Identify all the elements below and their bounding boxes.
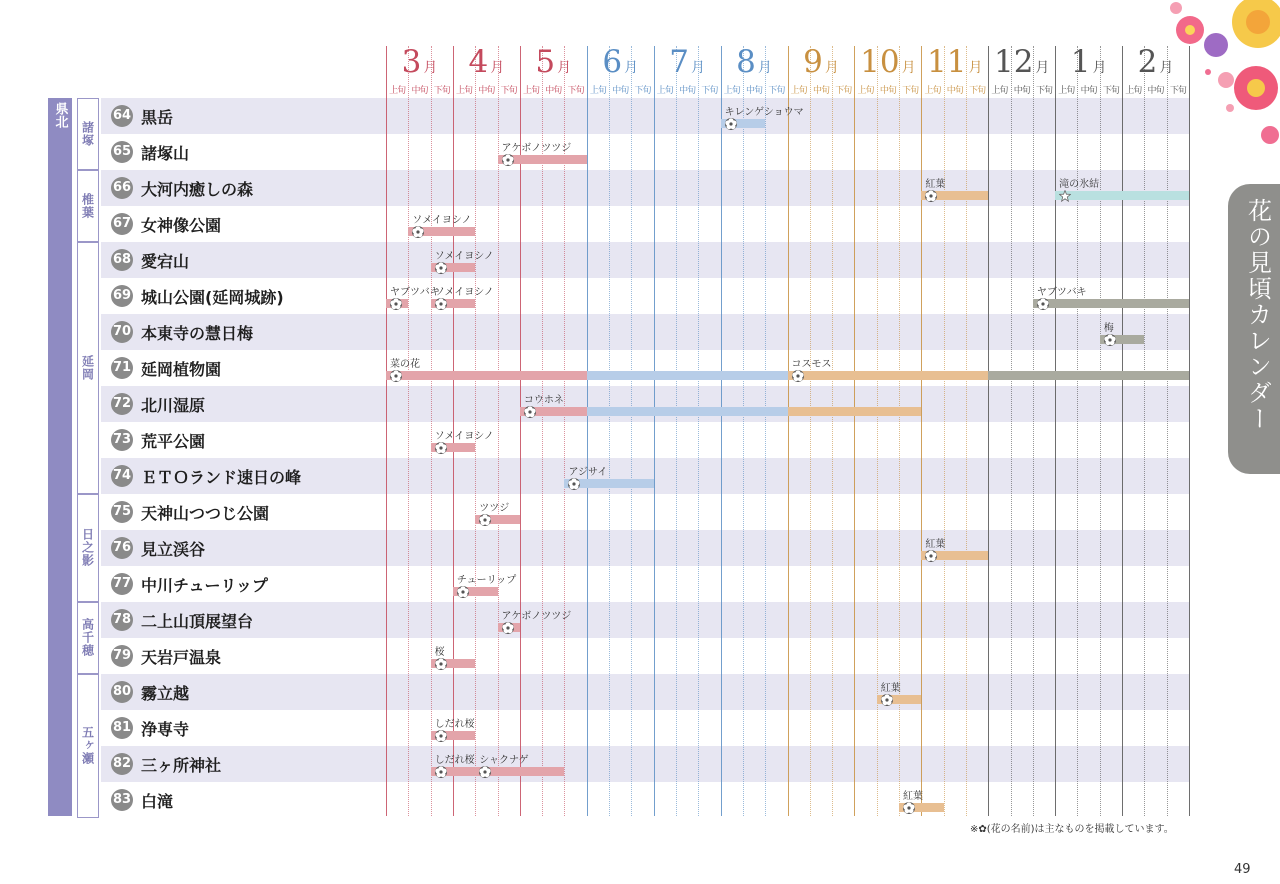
- spot-number: 72: [111, 393, 133, 415]
- spot-number: 69: [111, 285, 133, 307]
- flower-icon: [390, 298, 402, 310]
- flower-icon: [502, 154, 514, 166]
- period-label: 上旬: [456, 86, 473, 96]
- month-unit: 月: [757, 60, 772, 76]
- page-number: 49: [1234, 862, 1251, 877]
- row-band: [101, 242, 1189, 278]
- spot-number: 73: [111, 429, 133, 451]
- spot-number: 66: [111, 177, 133, 199]
- footnote: ※✿(花の名前)は主なものを掲載しています。: [970, 824, 1174, 835]
- flower-icon: [435, 262, 447, 274]
- row-band: [101, 530, 1189, 566]
- grid-line: [832, 46, 833, 816]
- flower-name: ヤブツバキ: [390, 287, 440, 298]
- period-label: 下旬: [835, 86, 852, 96]
- region-label: [77, 98, 99, 170]
- flower-name: ソメイヨシノ: [434, 251, 494, 262]
- period-label: 中旬: [746, 86, 763, 96]
- period-label: 下旬: [433, 86, 450, 96]
- row-band: [101, 782, 1189, 818]
- bloom-bar: [587, 371, 788, 380]
- flower-name: 紅葉: [880, 683, 901, 694]
- spot-name: 城山公園(延岡城跡): [141, 288, 284, 307]
- spot-number: 81: [111, 717, 133, 739]
- flower-name: キレンゲショウマ: [724, 107, 804, 118]
- period-label: 上旬: [991, 86, 1008, 96]
- month-header: [988, 44, 1055, 80]
- month-header: [654, 44, 721, 80]
- month-unit: 月: [901, 60, 916, 76]
- spot-number: 64: [111, 105, 133, 127]
- spot-number: 82: [111, 753, 133, 775]
- grid-line: [1167, 46, 1168, 816]
- period-label: 下旬: [969, 86, 986, 96]
- month-header: [1055, 44, 1122, 80]
- spot-number: 83: [111, 789, 133, 811]
- month-number: 9: [803, 44, 823, 80]
- period-label: 中旬: [946, 86, 963, 96]
- month-header: [854, 44, 921, 80]
- row-band: [101, 134, 1189, 170]
- flower-icon: [881, 694, 893, 706]
- region-name: 諸塚: [80, 121, 95, 147]
- region-label: [77, 494, 99, 602]
- period-label: 下旬: [768, 86, 785, 96]
- grid-line: [654, 46, 655, 816]
- spot-number: 75: [111, 501, 133, 523]
- grid-line: [631, 46, 632, 816]
- area-label: [48, 98, 72, 816]
- row-band: [101, 206, 1189, 242]
- spot-name: 天神山つつじ公園: [141, 504, 270, 523]
- bloom-bar: [788, 407, 922, 416]
- period-label: 下旬: [1102, 86, 1119, 96]
- period-label: 中旬: [1080, 86, 1097, 96]
- region-label: [77, 674, 99, 818]
- grid-line: [1011, 46, 1012, 816]
- month-unit: 月: [423, 60, 438, 76]
- spot-number: 68: [111, 249, 133, 271]
- flower-name: ソメイヨシノ: [412, 215, 472, 226]
- spot-name: 天岩戸温泉: [141, 648, 222, 667]
- month-unit: 月: [1092, 60, 1107, 76]
- month-header: [788, 44, 855, 80]
- month-header: [386, 44, 453, 80]
- period-label: 中旬: [612, 86, 629, 96]
- spot-number: 77: [111, 573, 133, 595]
- month-header: [721, 44, 788, 80]
- grid-line: [966, 46, 967, 816]
- side-tab: [1228, 184, 1280, 474]
- flower-icon: [502, 622, 514, 634]
- row-band: [101, 710, 1189, 746]
- month-unit: 月: [1159, 60, 1174, 76]
- flower-name: しだれ桜: [434, 719, 475, 730]
- grid-line: [854, 46, 855, 816]
- flower-name: シャクナゲ: [479, 755, 529, 766]
- spot-name: 見立渓谷: [141, 540, 206, 559]
- grid-line: [1100, 46, 1101, 816]
- period-label: 中旬: [478, 86, 495, 96]
- region-label: [77, 242, 99, 494]
- region-name: 延岡: [80, 355, 95, 381]
- flower-name: コスモス: [791, 359, 832, 370]
- spot-name: 荒平公園: [141, 432, 206, 451]
- period-label: 下旬: [1169, 86, 1186, 96]
- spot-name: 浄専寺: [141, 720, 190, 739]
- bloom-bar: [587, 407, 788, 416]
- grid-line: [609, 46, 610, 816]
- period-label: 下旬: [567, 86, 584, 96]
- month-number: 4: [468, 44, 489, 80]
- month-number: 5: [535, 44, 556, 80]
- flower-name: ソメイヨシノ: [434, 431, 494, 442]
- period-label: 上旬: [723, 86, 740, 96]
- row-band: [101, 422, 1189, 458]
- period-label: 上旬: [522, 86, 539, 96]
- flower-name: ツツジ: [479, 503, 510, 514]
- spot-number: 70: [111, 321, 133, 343]
- region-name: 高千穂: [80, 618, 95, 657]
- area-label-text: 県北: [52, 102, 68, 128]
- bloom-bar: [386, 371, 587, 380]
- flower-icon: [1037, 298, 1049, 310]
- flower-icon: [479, 514, 491, 526]
- flower-icon: [903, 802, 915, 814]
- flower-name: 紅葉: [925, 539, 946, 550]
- period-label: 下旬: [500, 86, 517, 96]
- spot-name: 愛宕山: [141, 252, 190, 271]
- spot-number: 76: [111, 537, 133, 559]
- spot-number: 67: [111, 213, 133, 235]
- star-icon: [1059, 190, 1071, 202]
- month-unit: 月: [557, 60, 572, 76]
- region-name: 日之影: [80, 528, 95, 567]
- grid-line: [1077, 46, 1078, 816]
- month-unit: 月: [824, 60, 839, 76]
- period-label: 上旬: [656, 86, 673, 96]
- row-band: [101, 386, 1189, 422]
- bloom-bar: [1055, 191, 1189, 200]
- grid-line: [1189, 46, 1190, 816]
- period-label: 中旬: [545, 86, 562, 96]
- flower-icon: [435, 298, 447, 310]
- flower-name: チューリップ: [456, 575, 517, 586]
- month-unit: 月: [968, 60, 983, 76]
- month-number: 8: [736, 44, 756, 80]
- grid-line: [676, 46, 677, 816]
- flower-icon: [725, 118, 737, 130]
- grid-line: [944, 46, 945, 816]
- flower-icon: [568, 478, 580, 490]
- grid-line: [810, 46, 811, 816]
- spot-name: 霧立越: [141, 684, 190, 703]
- spot-name: 本東寺の慧日梅: [141, 324, 254, 343]
- spot-name: 延岡植物園: [141, 360, 222, 379]
- flower-icon: [435, 766, 447, 778]
- spot-name: 中川チューリップ: [141, 576, 268, 595]
- period-label: 上旬: [1125, 86, 1142, 96]
- flower-name: 紅葉: [925, 179, 946, 190]
- grid-line: [587, 46, 588, 816]
- month-unit: 月: [690, 60, 705, 76]
- month-number: 10: [860, 44, 900, 80]
- month-unit: 月: [490, 60, 505, 76]
- flower-icon: [435, 658, 447, 670]
- flower-icon: [524, 406, 536, 418]
- region-name: 五ヶ瀬: [80, 726, 95, 765]
- month-number: 7: [669, 44, 689, 80]
- period-label: 上旬: [589, 86, 606, 96]
- month-number: 3: [401, 44, 422, 80]
- flower-name: アケボノツツジ: [501, 611, 572, 622]
- month-unit: 月: [624, 60, 639, 76]
- period-label: 上旬: [1058, 86, 1075, 96]
- period-label: 下旬: [701, 86, 718, 96]
- region-name: 椎葉: [80, 193, 95, 219]
- flower-name: コウホネ: [523, 395, 564, 406]
- flower-name: ヤブツバキ: [1036, 287, 1087, 298]
- month-unit: 月: [1035, 60, 1050, 76]
- grid-line: [721, 46, 722, 816]
- row-band: [101, 638, 1189, 674]
- flower-name: 滝の氷結: [1059, 179, 1100, 190]
- month-header: [921, 44, 988, 80]
- spot-name: 二上山頂展望台: [141, 612, 254, 631]
- grid-line: [988, 46, 989, 816]
- grid-line: [1055, 46, 1056, 816]
- flower-icon: [925, 190, 937, 202]
- spot-name: 大河内癒しの森: [141, 180, 254, 199]
- grid-line: [408, 46, 409, 816]
- flower-name: アケボノツツジ: [501, 143, 572, 154]
- period-label: 中旬: [879, 86, 896, 96]
- grid-line: [431, 46, 432, 816]
- row-band: [101, 602, 1189, 638]
- flower-icon: [435, 730, 447, 742]
- period-label: 下旬: [1035, 86, 1052, 96]
- month-number: 2: [1137, 44, 1158, 80]
- spot-number: 79: [111, 645, 133, 667]
- spot-name: ＥＴＯランド速日の峰: [141, 468, 302, 487]
- bloom-bar: [1033, 299, 1189, 308]
- period-label: 上旬: [857, 86, 874, 96]
- spot-number: 71: [111, 357, 133, 379]
- grid-line: [788, 46, 789, 816]
- spot-name: 女神像公園: [141, 216, 222, 235]
- flower-icon: [792, 370, 804, 382]
- flower-icon: [925, 550, 937, 562]
- period-label: 下旬: [902, 86, 919, 96]
- month-header: [587, 44, 654, 80]
- bloom-bar: [988, 371, 1189, 380]
- spot-name: 諸塚山: [141, 144, 190, 163]
- grid-line: [1122, 46, 1123, 816]
- spot-name: 白滝: [141, 792, 174, 811]
- spot-name: 黒岳: [141, 108, 174, 127]
- flower-name: アジサイ: [568, 467, 608, 478]
- spot-name: 三ヶ所神社: [141, 756, 222, 775]
- flower-icon: [435, 442, 447, 454]
- flower-icon: [479, 766, 491, 778]
- flower-name: 桜: [434, 647, 445, 658]
- month-header: [520, 44, 587, 80]
- period-label: 中旬: [812, 86, 829, 96]
- period-label: 中旬: [411, 86, 428, 96]
- grid-line: [1033, 46, 1034, 816]
- grid-line: [698, 46, 699, 816]
- month-number: 12: [993, 44, 1034, 80]
- month-number: 6: [602, 44, 623, 80]
- row-band: [101, 170, 1189, 206]
- row-band: [101, 314, 1189, 350]
- row-band: [101, 350, 1189, 386]
- side-tab-label: 花の見頃カレンダー: [1243, 198, 1272, 432]
- bloom-bar: [788, 371, 989, 380]
- period-label: 上旬: [924, 86, 941, 96]
- flower-name: しだれ桜: [434, 755, 475, 766]
- flower-icon: [412, 226, 424, 238]
- flower-name: 紅葉: [903, 791, 924, 802]
- grid-line: [743, 46, 744, 816]
- period-label: 中旬: [1147, 86, 1164, 96]
- grid-line: [1144, 46, 1145, 816]
- month-number: 11: [927, 44, 967, 80]
- spot-number: 78: [111, 609, 133, 631]
- grid-line: [386, 46, 387, 816]
- period-label: 上旬: [389, 86, 406, 96]
- spot-number: 74: [111, 465, 133, 487]
- month-header: [1122, 44, 1189, 80]
- period-label: 中旬: [679, 86, 696, 96]
- row-band: [101, 98, 1189, 134]
- grid-line: [765, 46, 766, 816]
- month-number: 1: [1070, 44, 1091, 80]
- flower-icon: [457, 586, 469, 598]
- spot-number: 80: [111, 681, 133, 703]
- flower-icon: [1104, 334, 1116, 346]
- period-label: 上旬: [790, 86, 807, 96]
- flower-icon: [390, 370, 402, 382]
- flower-name: 菜の花: [390, 359, 420, 370]
- spot-number: 65: [111, 141, 133, 163]
- period-label: 下旬: [634, 86, 651, 96]
- flower-name: ソメイヨシノ: [434, 287, 494, 298]
- month-header: [453, 44, 520, 80]
- region-label: [77, 170, 99, 242]
- row-band: [101, 746, 1189, 782]
- spot-name: 北川湿原: [141, 396, 206, 415]
- row-band: [101, 674, 1189, 710]
- flower-name: 梅: [1103, 323, 1114, 334]
- period-label: 中旬: [1013, 86, 1030, 96]
- region-label: [77, 602, 99, 674]
- grid-line: [921, 46, 922, 816]
